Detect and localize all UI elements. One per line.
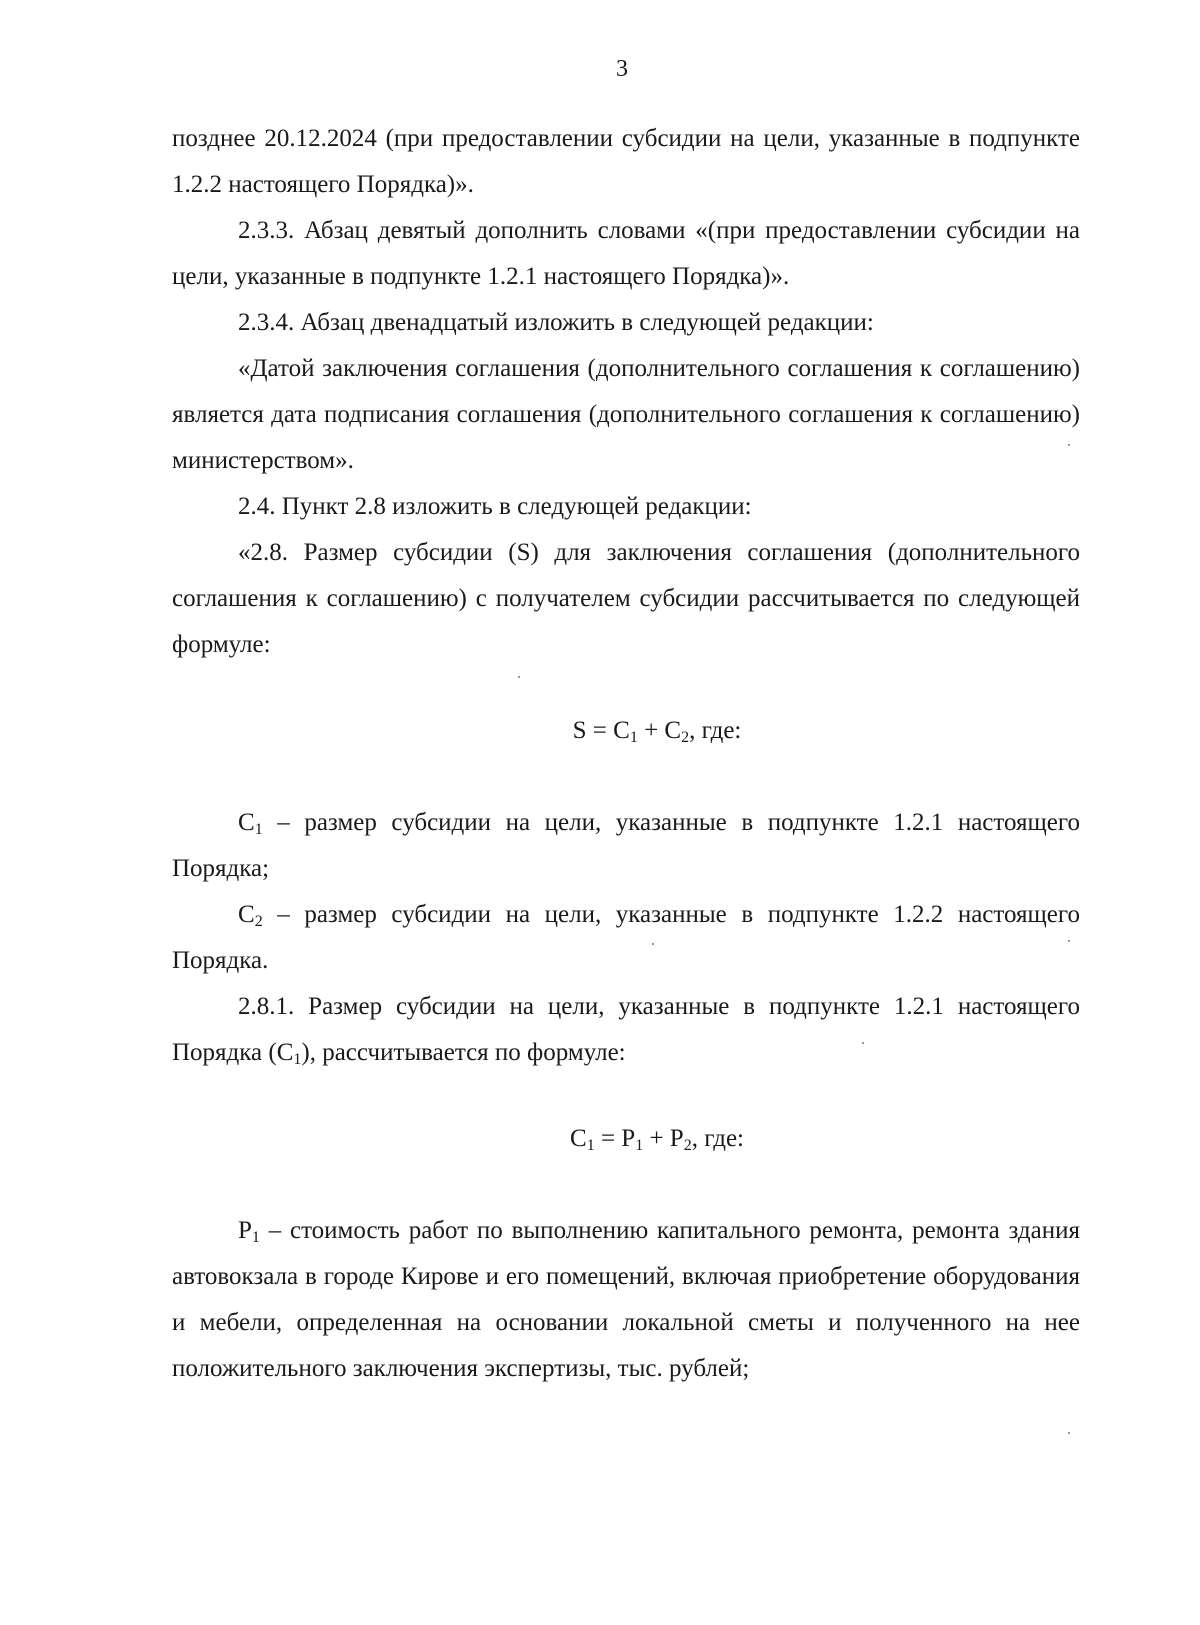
paragraph-2-3-4: 2.3.4. Абзац двенадцатый изложить в следующей редакции: <box>238 309 874 336</box>
paragraph-continuation: позднее 20.12.2024 (при предоставлении субсидии на цели, указанные в подпункте 1.2.2 настоящего Порядка)». <box>172 125 1080 198</box>
definition-c2-text: – размер субсидии на цели, указанные в подпункте 1.2.2 настоящего Порядка. <box>172 901 1080 974</box>
scan-speck <box>862 1042 864 1044</box>
scan-speck <box>652 943 654 945</box>
paragraph-2-8-1-end: ), рассчитывается по формуле: <box>301 1039 626 1066</box>
scan-speck <box>518 676 520 678</box>
document-body <box>172 116 1080 1392</box>
paragraph-2-8: «2.8. Размер субсидии (S) для заключения соглашения (дополнительного соглашения к соглашению) с получателем субсидии рассчитывается по следующей формуле: <box>172 539 1080 658</box>
symbol-c1-sub: 1 <box>254 821 263 838</box>
definition-c2 <box>172 892 1080 984</box>
formula-c1-sub0: 1 <box>586 1137 595 1154</box>
formula-s-sub2: 2 <box>681 729 690 746</box>
formula-c1-sub2: 2 <box>683 1137 692 1154</box>
page-number: 3 <box>616 56 628 82</box>
symbol-c2-sub: 2 <box>254 913 263 930</box>
symbol-p1-sub: 1 <box>251 1229 260 1246</box>
definition-c1 <box>172 800 1080 892</box>
paragraph-2-3-3: 2.3.3. Абзац девятый дополнить словами «(при предоставлении субсидии на цели, указанные в подпункте 1.2.1 настоящего Порядка)». <box>172 217 1080 290</box>
definition-p1-text: – стоимость работ по выполнению капитального ремонта, ремонта здания автовокзала в городе Кирове и его помещений, включая приобретение оборудования и мебели, определенная на основании локальной сметы и полученного на нее положительного заключения экспертизы, тыс. рублей; <box>172 1217 1080 1382</box>
symbol-c1: C <box>238 809 255 836</box>
formula-c1-tail: , где: <box>691 1125 744 1152</box>
symbol-c2: C <box>238 901 255 928</box>
formula-c1-eq: = P <box>594 1125 636 1152</box>
formula-c1 <box>172 1116 1080 1162</box>
definition-p1 <box>172 1208 1080 1392</box>
formula-s-lhs: S = C <box>572 717 630 744</box>
scan-speck <box>1068 940 1070 942</box>
paragraph-2-8-1-text: 2.8.1. Размер субсидии на цели, указанные в подпункте 1.2.1 настоящего Порядка (C <box>172 993 1080 1066</box>
definition-c1-text: – размер субсидии на цели, указанные в подпункте 1.2.1 настоящего Порядка; <box>172 809 1080 882</box>
paragraph-2-8-1-sub: 1 <box>293 1051 302 1068</box>
formula-c1-lhs: C <box>570 1125 587 1152</box>
paragraph-2-4: 2.4. Пункт 2.8 изложить в следующей редакции: <box>238 493 752 520</box>
scan-speck <box>1068 444 1070 446</box>
formula-c1-op: + P <box>643 1125 684 1152</box>
paragraph-quote-agreement-date: «Датой заключения соглашения (дополнительного соглашения к соглашению) является дата подписания соглашения (дополнительного соглашения к соглашению) министерством». <box>172 355 1080 474</box>
paragraph-2-8-1 <box>172 984 1080 1076</box>
symbol-p1: P <box>238 1217 252 1244</box>
formula-s-op: + C <box>637 717 682 744</box>
formula-s <box>172 708 1080 754</box>
formula-s-sub1: 1 <box>629 729 638 746</box>
formula-s-tail: , где: <box>689 717 742 744</box>
scan-speck <box>1068 1432 1070 1434</box>
formula-c1-sub1: 1 <box>635 1137 644 1154</box>
